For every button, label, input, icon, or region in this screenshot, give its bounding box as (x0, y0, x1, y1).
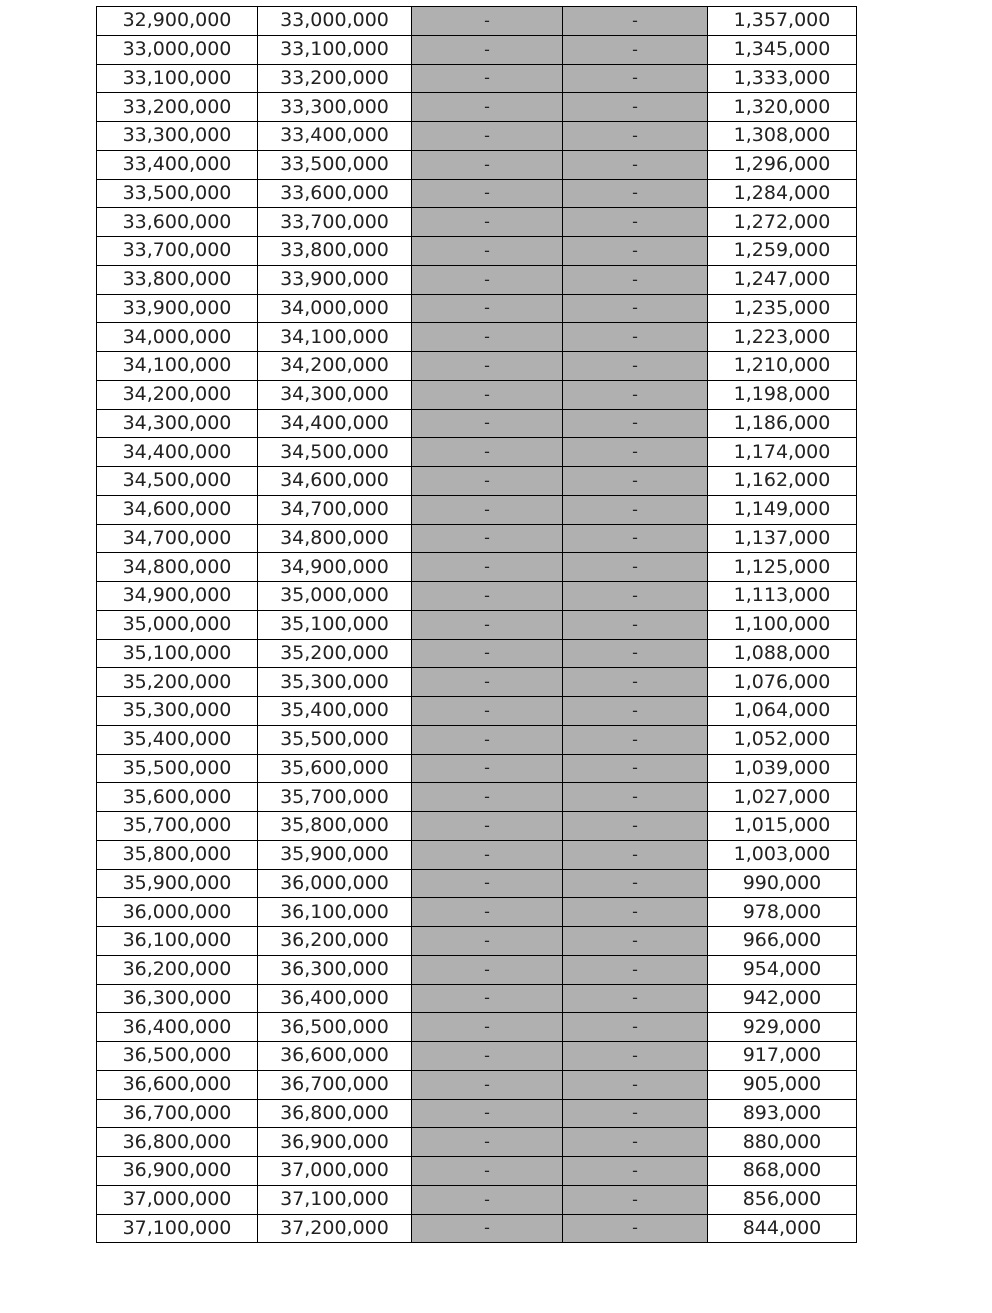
cell-shaded-b: - (563, 553, 708, 582)
cell-shaded-b: - (563, 64, 708, 93)
cell-amount: 942,000 (708, 984, 857, 1013)
cell-shaded-a: - (412, 582, 563, 611)
cell-amount: 1,027,000 (708, 783, 857, 812)
table-row (97, 668, 857, 697)
cell-amount: 1,296,000 (708, 150, 857, 179)
table-row (97, 1185, 857, 1214)
cell-amount: 1,039,000 (708, 754, 857, 783)
cell-range-from: 36,800,000 (97, 1128, 258, 1157)
cell-range-to: 33,700,000 (258, 208, 412, 237)
cell-range-to: 36,600,000 (258, 1042, 412, 1071)
cell-range-to: 34,600,000 (258, 467, 412, 496)
cell-shaded-b: - (563, 582, 708, 611)
table-row (97, 208, 857, 237)
table-row (97, 1070, 857, 1099)
cell-range-from: 35,800,000 (97, 840, 258, 869)
cell-shaded-a: - (412, 35, 563, 64)
cell-range-from: 34,800,000 (97, 553, 258, 582)
cell-shaded-a: - (412, 840, 563, 869)
cell-shaded-a: - (412, 1128, 563, 1157)
cell-range-to: 37,200,000 (258, 1214, 412, 1243)
cell-shaded-a: - (412, 984, 563, 1013)
cell-range-from: 34,900,000 (97, 582, 258, 611)
cell-range-to: 36,300,000 (258, 955, 412, 984)
table-row (97, 1013, 857, 1042)
cell-range-to: 36,700,000 (258, 1070, 412, 1099)
cell-shaded-b: - (563, 898, 708, 927)
table-row (97, 380, 857, 409)
cell-shaded-a: - (412, 179, 563, 208)
cell-shaded-b: - (563, 1214, 708, 1243)
cell-range-to: 36,000,000 (258, 869, 412, 898)
cell-shaded-a: - (412, 150, 563, 179)
cell-range-from: 33,200,000 (97, 93, 258, 122)
cell-shaded-b: - (563, 467, 708, 496)
cell-amount: 844,000 (708, 1214, 857, 1243)
table-body (97, 7, 857, 1243)
cell-range-to: 35,100,000 (258, 610, 412, 639)
cell-range-to: 35,500,000 (258, 725, 412, 754)
cell-shaded-a: - (412, 409, 563, 438)
cell-shaded-b: - (563, 7, 708, 36)
table-row (97, 524, 857, 553)
cell-amount: 990,000 (708, 869, 857, 898)
table-row (97, 1128, 857, 1157)
cell-shaded-b: - (563, 984, 708, 1013)
cell-amount: 1,210,000 (708, 352, 857, 381)
cell-shaded-a: - (412, 265, 563, 294)
table-row (97, 294, 857, 323)
cell-amount: 1,272,000 (708, 208, 857, 237)
cell-amount: 1,284,000 (708, 179, 857, 208)
cell-range-from: 37,000,000 (97, 1185, 258, 1214)
cell-shaded-b: - (563, 668, 708, 697)
cell-amount: 1,174,000 (708, 438, 857, 467)
cell-shaded-a: - (412, 294, 563, 323)
cell-range-to: 35,200,000 (258, 639, 412, 668)
cell-amount: 1,223,000 (708, 323, 857, 352)
cell-shaded-a: - (412, 639, 563, 668)
cell-shaded-b: - (563, 438, 708, 467)
cell-range-from: 34,400,000 (97, 438, 258, 467)
cell-amount: 1,064,000 (708, 697, 857, 726)
cell-shaded-a: - (412, 955, 563, 984)
cell-amount: 868,000 (708, 1157, 857, 1186)
cell-range-from: 32,900,000 (97, 7, 258, 36)
cell-shaded-a: - (412, 783, 563, 812)
cell-shaded-b: - (563, 697, 708, 726)
cell-shaded-b: - (563, 122, 708, 151)
cell-range-from: 36,600,000 (97, 1070, 258, 1099)
table-row (97, 1099, 857, 1128)
cell-range-from: 33,000,000 (97, 35, 258, 64)
cell-range-to: 34,800,000 (258, 524, 412, 553)
cell-amount: 929,000 (708, 1013, 857, 1042)
cell-range-from: 36,900,000 (97, 1157, 258, 1186)
cell-range-to: 35,000,000 (258, 582, 412, 611)
cell-shaded-a: - (412, 927, 563, 956)
cell-amount: 1,320,000 (708, 93, 857, 122)
table-row (97, 265, 857, 294)
cell-range-from: 34,600,000 (97, 495, 258, 524)
cell-range-to: 35,800,000 (258, 812, 412, 841)
cell-amount: 905,000 (708, 1070, 857, 1099)
cell-range-to: 33,500,000 (258, 150, 412, 179)
cell-range-from: 33,400,000 (97, 150, 258, 179)
cell-amount: 1,052,000 (708, 725, 857, 754)
cell-amount: 978,000 (708, 898, 857, 927)
cell-shaded-b: - (563, 150, 708, 179)
cell-shaded-a: - (412, 668, 563, 697)
table-row (97, 409, 857, 438)
cell-shaded-b: - (563, 409, 708, 438)
cell-shaded-b: - (563, 1042, 708, 1071)
cell-range-to: 35,400,000 (258, 697, 412, 726)
table-row (97, 35, 857, 64)
cell-shaded-b: - (563, 783, 708, 812)
table-row (97, 553, 857, 582)
cell-shaded-b: - (563, 1070, 708, 1099)
cell-amount: 1,137,000 (708, 524, 857, 553)
table-row (97, 697, 857, 726)
cell-amount: 1,162,000 (708, 467, 857, 496)
cell-amount: 1,125,000 (708, 553, 857, 582)
cell-shaded-a: - (412, 1013, 563, 1042)
table-row (97, 93, 857, 122)
cell-amount: 1,003,000 (708, 840, 857, 869)
cell-range-from: 33,100,000 (97, 64, 258, 93)
cell-range-to: 36,100,000 (258, 898, 412, 927)
cell-shaded-b: - (563, 495, 708, 524)
cell-range-from: 33,700,000 (97, 237, 258, 266)
cell-range-from: 35,500,000 (97, 754, 258, 783)
table-row (97, 352, 857, 381)
table-row (97, 754, 857, 783)
cell-range-from: 36,300,000 (97, 984, 258, 1013)
cell-range-from: 34,500,000 (97, 467, 258, 496)
cell-range-from: 35,900,000 (97, 869, 258, 898)
table-row (97, 610, 857, 639)
cell-shaded-b: - (563, 955, 708, 984)
cell-range-to: 37,000,000 (258, 1157, 412, 1186)
cell-shaded-b: - (563, 1013, 708, 1042)
cell-shaded-b: - (563, 323, 708, 352)
document-page (96, 6, 856, 1243)
cell-range-to: 34,400,000 (258, 409, 412, 438)
cell-shaded-a: - (412, 1070, 563, 1099)
cell-amount: 1,149,000 (708, 495, 857, 524)
table-row (97, 955, 857, 984)
cell-shaded-b: - (563, 812, 708, 841)
cell-shaded-b: - (563, 754, 708, 783)
cell-range-to: 33,300,000 (258, 93, 412, 122)
cell-shaded-a: - (412, 725, 563, 754)
cell-amount: 1,333,000 (708, 64, 857, 93)
cell-range-from: 34,200,000 (97, 380, 258, 409)
cell-range-from: 33,900,000 (97, 294, 258, 323)
cell-shaded-a: - (412, 869, 563, 898)
cell-shaded-b: - (563, 352, 708, 381)
cell-shaded-a: - (412, 64, 563, 93)
table-row (97, 122, 857, 151)
cell-range-from: 35,100,000 (97, 639, 258, 668)
cell-range-to: 34,100,000 (258, 323, 412, 352)
cell-amount: 1,198,000 (708, 380, 857, 409)
cell-range-from: 33,600,000 (97, 208, 258, 237)
cell-shaded-a: - (412, 812, 563, 841)
cell-shaded-a: - (412, 352, 563, 381)
cell-range-to: 35,600,000 (258, 754, 412, 783)
table-row (97, 725, 857, 754)
table-row (97, 639, 857, 668)
cell-range-to: 37,100,000 (258, 1185, 412, 1214)
cell-range-from: 35,700,000 (97, 812, 258, 841)
cell-range-from: 36,700,000 (97, 1099, 258, 1128)
cell-range-from: 33,800,000 (97, 265, 258, 294)
table-row (97, 984, 857, 1013)
cell-shaded-b: - (563, 35, 708, 64)
cell-amount: 917,000 (708, 1042, 857, 1071)
cell-range-from: 35,000,000 (97, 610, 258, 639)
cell-range-from: 34,700,000 (97, 524, 258, 553)
table-row (97, 869, 857, 898)
cell-shaded-b: - (563, 294, 708, 323)
cell-range-to: 34,000,000 (258, 294, 412, 323)
table-row (97, 64, 857, 93)
table-row (97, 323, 857, 352)
cell-range-to: 34,900,000 (258, 553, 412, 582)
cell-range-to: 33,100,000 (258, 35, 412, 64)
cell-shaded-a: - (412, 208, 563, 237)
cell-range-from: 36,500,000 (97, 1042, 258, 1071)
cell-amount: 1,345,000 (708, 35, 857, 64)
table-row (97, 495, 857, 524)
cell-amount: 1,076,000 (708, 668, 857, 697)
cell-shaded-b: - (563, 869, 708, 898)
cell-shaded-b: - (563, 639, 708, 668)
cell-shaded-b: - (563, 1128, 708, 1157)
cell-range-from: 34,300,000 (97, 409, 258, 438)
cell-shaded-b: - (563, 524, 708, 553)
cell-range-from: 35,600,000 (97, 783, 258, 812)
cell-shaded-a: - (412, 1185, 563, 1214)
cell-shaded-b: - (563, 208, 708, 237)
cell-range-to: 34,200,000 (258, 352, 412, 381)
cell-shaded-b: - (563, 1157, 708, 1186)
table-row (97, 783, 857, 812)
cell-shaded-a: - (412, 1214, 563, 1243)
table-row (97, 1042, 857, 1071)
cell-range-to: 33,600,000 (258, 179, 412, 208)
cell-range-from: 35,300,000 (97, 697, 258, 726)
cell-range-from: 36,200,000 (97, 955, 258, 984)
cell-shaded-a: - (412, 553, 563, 582)
table-row (97, 898, 857, 927)
cell-shaded-a: - (412, 1042, 563, 1071)
cell-amount: 1,247,000 (708, 265, 857, 294)
table-row (97, 840, 857, 869)
cell-shaded-a: - (412, 1157, 563, 1186)
cell-range-to: 34,300,000 (258, 380, 412, 409)
cell-shaded-a: - (412, 122, 563, 151)
cell-range-from: 37,100,000 (97, 1214, 258, 1243)
cell-amount: 1,088,000 (708, 639, 857, 668)
cell-shaded-b: - (563, 179, 708, 208)
cell-shaded-b: - (563, 237, 708, 266)
cell-shaded-a: - (412, 610, 563, 639)
cell-range-to: 35,300,000 (258, 668, 412, 697)
table-row (97, 812, 857, 841)
cell-range-from: 36,100,000 (97, 927, 258, 956)
cell-range-to: 36,500,000 (258, 1013, 412, 1042)
table-row (97, 1157, 857, 1186)
cell-shaded-b: - (563, 265, 708, 294)
cell-shaded-b: - (563, 725, 708, 754)
cell-range-from: 35,200,000 (97, 668, 258, 697)
table-row (97, 927, 857, 956)
cell-shaded-b: - (563, 93, 708, 122)
cell-amount: 1,357,000 (708, 7, 857, 36)
cell-range-from: 33,300,000 (97, 122, 258, 151)
cell-amount: 1,235,000 (708, 294, 857, 323)
cell-range-to: 33,800,000 (258, 237, 412, 266)
cell-shaded-a: - (412, 898, 563, 927)
cell-range-from: 33,500,000 (97, 179, 258, 208)
cell-range-to: 36,900,000 (258, 1128, 412, 1157)
cell-amount: 880,000 (708, 1128, 857, 1157)
table-row (97, 438, 857, 467)
cell-range-to: 34,700,000 (258, 495, 412, 524)
cell-shaded-b: - (563, 610, 708, 639)
cell-amount: 893,000 (708, 1099, 857, 1128)
cell-shaded-a: - (412, 467, 563, 496)
cell-shaded-a: - (412, 697, 563, 726)
cell-range-to: 35,900,000 (258, 840, 412, 869)
table-row (97, 7, 857, 36)
cell-shaded-b: - (563, 927, 708, 956)
cell-amount: 1,100,000 (708, 610, 857, 639)
cell-amount: 1,015,000 (708, 812, 857, 841)
cell-shaded-a: - (412, 7, 563, 36)
cell-range-to: 36,400,000 (258, 984, 412, 1013)
cell-shaded-a: - (412, 495, 563, 524)
cell-shaded-a: - (412, 438, 563, 467)
cell-amount: 1,113,000 (708, 582, 857, 611)
cell-amount: 966,000 (708, 927, 857, 956)
cell-range-to: 36,200,000 (258, 927, 412, 956)
table-row (97, 150, 857, 179)
cell-range-from: 34,100,000 (97, 352, 258, 381)
table-row (97, 1214, 857, 1243)
cell-range-to: 36,800,000 (258, 1099, 412, 1128)
cell-amount: 1,259,000 (708, 237, 857, 266)
cell-shaded-b: - (563, 1099, 708, 1128)
cell-amount: 1,186,000 (708, 409, 857, 438)
cell-range-to: 34,500,000 (258, 438, 412, 467)
cell-shaded-a: - (412, 380, 563, 409)
cell-shaded-a: - (412, 754, 563, 783)
cell-range-to: 33,400,000 (258, 122, 412, 151)
cell-shaded-a: - (412, 237, 563, 266)
cell-shaded-a: - (412, 93, 563, 122)
cell-amount: 954,000 (708, 955, 857, 984)
cell-range-to: 33,000,000 (258, 7, 412, 36)
cell-range-to: 35,700,000 (258, 783, 412, 812)
cell-range-from: 35,400,000 (97, 725, 258, 754)
cell-shaded-a: - (412, 1099, 563, 1128)
table-row (97, 467, 857, 496)
cell-shaded-b: - (563, 380, 708, 409)
table-row (97, 237, 857, 266)
cell-range-to: 33,900,000 (258, 265, 412, 294)
cell-amount: 1,308,000 (708, 122, 857, 151)
table-row (97, 179, 857, 208)
amount-table (96, 6, 857, 1243)
cell-shaded-a: - (412, 524, 563, 553)
cell-shaded-a: - (412, 323, 563, 352)
cell-shaded-b: - (563, 1185, 708, 1214)
table-row (97, 582, 857, 611)
cell-range-to: 33,200,000 (258, 64, 412, 93)
cell-range-from: 36,000,000 (97, 898, 258, 927)
cell-range-from: 34,000,000 (97, 323, 258, 352)
cell-range-from: 36,400,000 (97, 1013, 258, 1042)
cell-shaded-b: - (563, 840, 708, 869)
cell-amount: 856,000 (708, 1185, 857, 1214)
